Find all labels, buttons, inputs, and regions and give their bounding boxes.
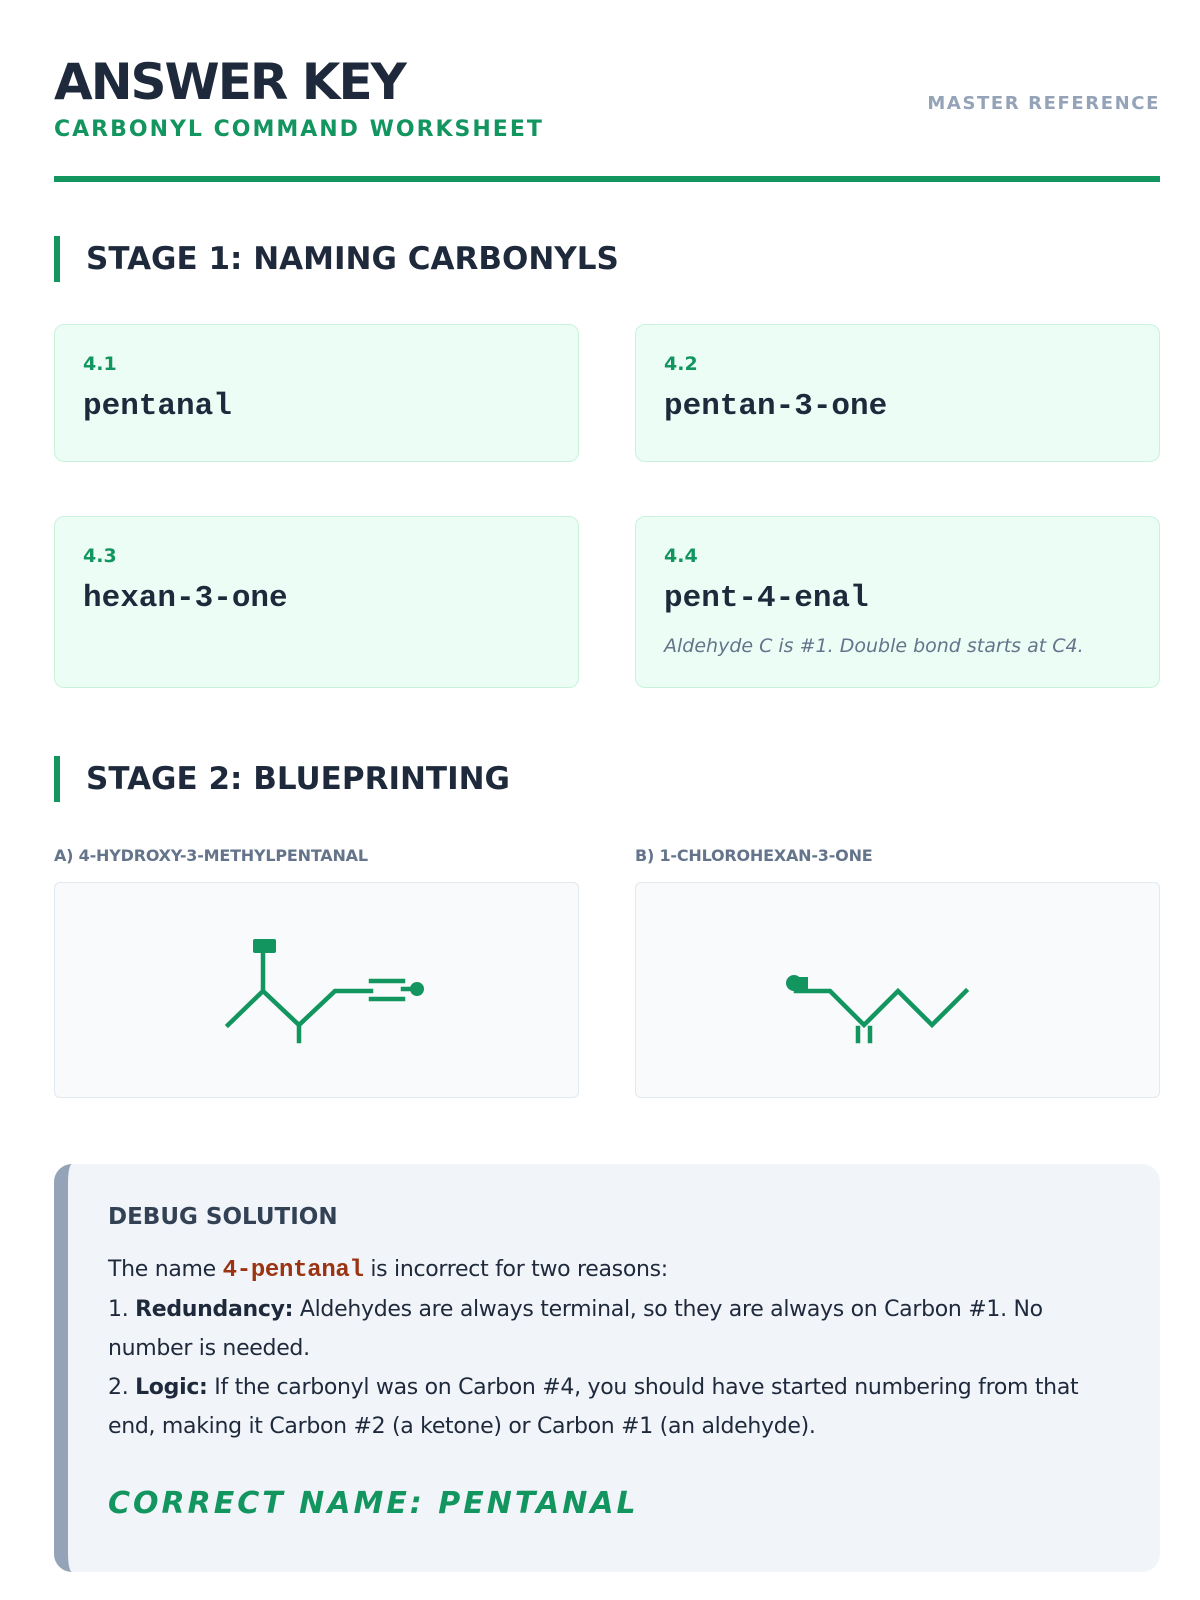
- answer-card-4-2: [635, 324, 1160, 462]
- correct-name: CORRECT NAME: PENTANAL: [108, 1486, 639, 1521]
- answer-number: 4.3: [83, 545, 117, 567]
- page-subtitle: CARBONYL COMMAND WORKSHEET: [54, 117, 544, 142]
- blueprint-b-label: B) 1-CHLOROHEXAN-3-ONE: [635, 846, 873, 865]
- blueprint-b-panel: [635, 882, 1160, 1098]
- stage-2-heading: STAGE 2: BLUEPRINTING: [54, 756, 510, 802]
- debug-point-2: [108, 1368, 1118, 1446]
- debug-intro: [108, 1250, 1118, 1290]
- debug-title: DEBUG SOLUTION: [108, 1204, 338, 1230]
- answer-note: Aldehyde C is #1. Double bond starts at C4.: [664, 635, 1084, 657]
- answer-card-4-4: [635, 516, 1160, 688]
- blueprint-a-panel: [54, 882, 579, 1098]
- point-2-prefix: 2.: [108, 1375, 136, 1400]
- incorrect-name-code: 4-pentanal: [222, 1257, 364, 1284]
- answer-card-4-3: [54, 516, 579, 688]
- answer-text: pentan-3-one: [664, 389, 888, 424]
- debug-intro-before: The name: [108, 1257, 223, 1282]
- page-title: ANSWER KEY: [54, 53, 405, 111]
- answer-text: pentanal: [83, 389, 232, 424]
- 1-chlorohexan-3-one-structure-icon: [636, 883, 1161, 1099]
- debug-point-1: [108, 1290, 1118, 1368]
- debug-solution-panel: [54, 1164, 1160, 1572]
- point-1-label: Redundancy:: [135, 1297, 294, 1322]
- header: [54, 52, 1160, 180]
- answer-text: pent-4-enal: [664, 581, 869, 616]
- 4-hydroxy-3-methylpentanal-structure-icon: [55, 883, 580, 1099]
- point-2-label: Logic:: [135, 1375, 208, 1400]
- answer-text: hexan-3-one: [83, 581, 288, 616]
- blueprint-a-label: A) 4-HYDROXY-3-METHYLPENTANAL: [54, 846, 368, 865]
- point-1-text: Aldehydes are always terminal, so they are always on Carbon #1. No number is needed.: [108, 1297, 1043, 1361]
- point-2-text: If the carbonyl was on Carbon #4, you should have started numbering from that end, making it Carbon #2 (a ketone) or Carbon #1 (an aldehyde).: [108, 1375, 1079, 1439]
- stage-1-heading: STAGE 1: NAMING CARBONYLS: [54, 236, 619, 282]
- answer-number: 4.2: [664, 353, 698, 375]
- debug-explanation: [108, 1250, 1118, 1446]
- header-divider: [54, 176, 1160, 182]
- answer-key-page: [54, 0, 1160, 1600]
- master-reference-badge: MASTER REFERENCE: [927, 93, 1160, 114]
- answer-card-4-1: [54, 324, 579, 462]
- answer-number: 4.1: [83, 353, 117, 375]
- answer-number: 4.4: [664, 545, 698, 567]
- debug-intro-after: is incorrect for two reasons:: [363, 1257, 668, 1282]
- point-1-prefix: 1.: [108, 1297, 136, 1322]
